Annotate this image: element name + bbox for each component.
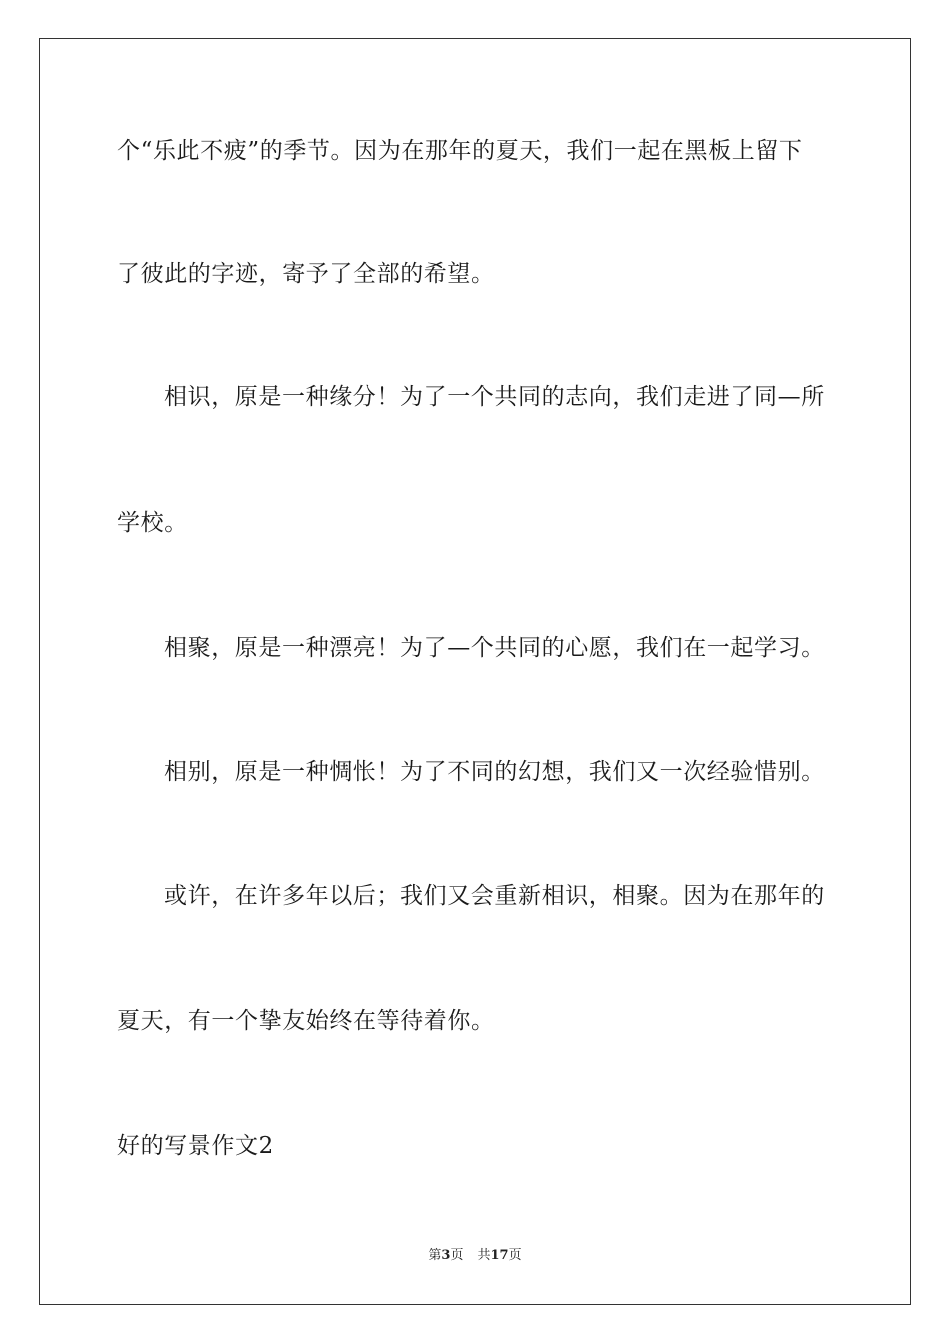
section-heading: 好的写景作文2 xyxy=(117,1133,274,1159)
text-line-8: 夏天，有一个挚友始终在等待着你。 xyxy=(117,1008,495,1034)
text-line-3: 相识，原是一种缘分！为了一个共同的志向，我们走进了同—所 xyxy=(164,384,825,410)
text-line-5: 相聚，原是一种漂亮！为了—个共同的心愿，我们在一起学习。 xyxy=(164,635,825,661)
page-current: 3 xyxy=(441,1248,451,1263)
total-prefix: 共 xyxy=(477,1248,491,1263)
text-line-2: 了彼此的字迹，寄予了全部的希望。 xyxy=(117,261,495,287)
page-prefix: 第 xyxy=(428,1248,442,1263)
page-suffix: 页 xyxy=(450,1248,464,1263)
page-footer xyxy=(0,1247,950,1265)
page-border xyxy=(39,38,911,1305)
total-suffix: 页 xyxy=(508,1248,522,1263)
page-total: 17 xyxy=(490,1248,509,1263)
text-line-6: 相别，原是一种惆怅！为了不同的幻想，我们又一次经验惜别。 xyxy=(164,759,825,785)
text-line-7: 或许，在许多年以后；我们又会重新相识，相聚。因为在那年的 xyxy=(164,883,825,909)
text-line-4: 学校。 xyxy=(117,510,188,536)
text-line-1: 个“乐此不疲”的季节。因为在那年的夏天，我们一起在黑板上留下 xyxy=(117,138,803,164)
